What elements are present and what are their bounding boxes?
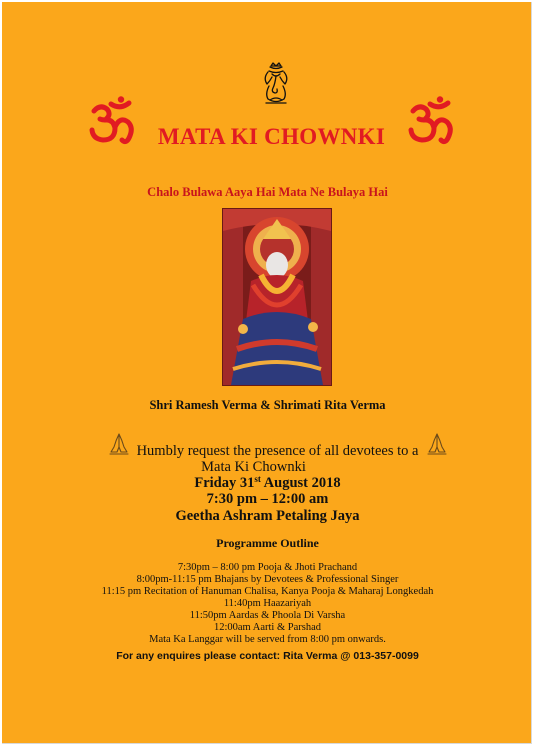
programme-title: Programme Outline <box>216 536 319 550</box>
ganesha-icon <box>259 62 293 106</box>
programme-item: 11:15 pm Recitation of Hanuman Chalisa, Kanya Pooja & Maharaj Longkedah <box>101 586 434 597</box>
event-name: Mata Ki Chownki <box>201 459 306 475</box>
event-date: Friday 31st August 2018 <box>194 474 341 491</box>
tagline: Chalo Bulawa Aaya Hai Mata Ne Bulaya Hai <box>147 185 388 199</box>
deity-photo <box>222 208 332 386</box>
hosts-names: Shri Ramesh Verma & Shrimati Rita Verma <box>149 398 386 412</box>
contact-info: For any enquires please contact: Rita Verma @ 013-357-0099 <box>116 650 419 662</box>
page-title: MATA KI CHOWNKI <box>157 124 386 149</box>
programme-list <box>0 562 535 646</box>
event-venue: Geetha Ashram Petaling Jaya <box>175 508 360 524</box>
event-time: 7:30 pm – 12:00 am <box>206 491 329 507</box>
programme-item: 8:00pm-11:15 pm Bhajans by Devotees & Professional Singer <box>136 574 399 585</box>
programme-item: Mata Ka Langgar will be served from 8:00 pm onwards. <box>149 634 386 645</box>
programme-item: 7:30pm – 8:00 pm Pooja & Jhoti Prachand <box>177 562 358 573</box>
programme-item: 11:40pm Haazariyah <box>223 598 312 609</box>
invitation-line: Humbly request the presence of all devotees to a <box>136 443 419 459</box>
programme-item: 12:00am Aarti & Parshad <box>213 622 322 633</box>
programme-item: 11:50pm Aardas & Phoola Di Varsha <box>189 610 346 621</box>
